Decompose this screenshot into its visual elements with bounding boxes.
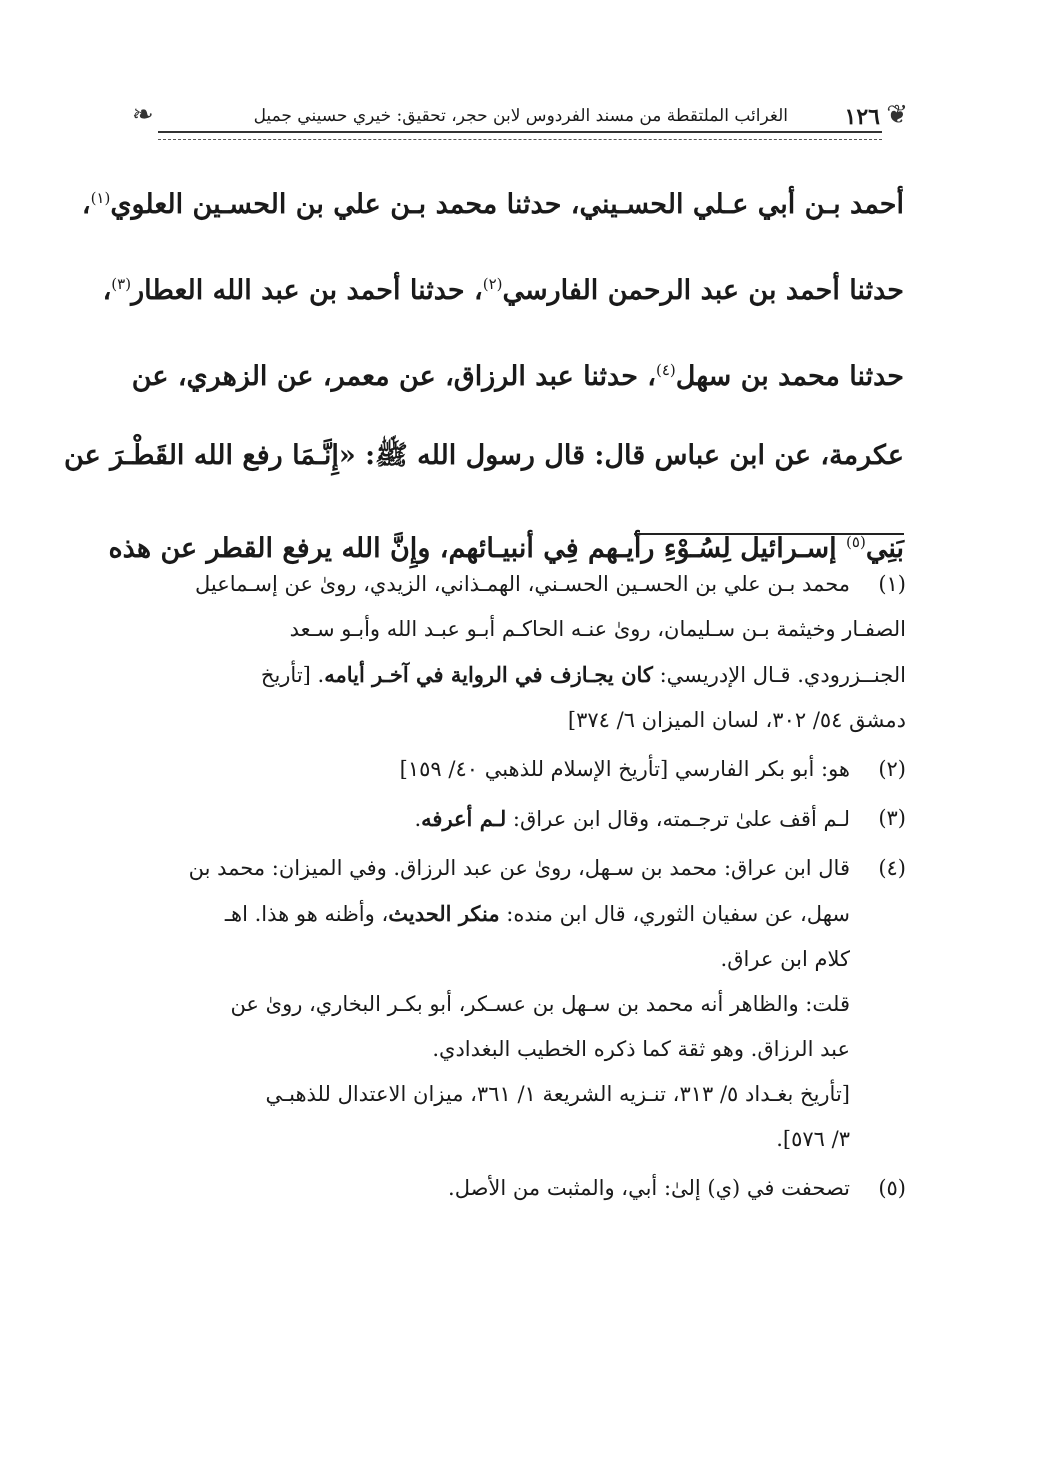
main-line: حدثنا محمد بن سهل$^{(٤)}$، حدثنا عبد الرزاق، عن معمر، عن الزهري، عن	[131, 361, 904, 392]
main-line: عكرمة، عن ابن عباس قال: قال رسول الله ﷺ: «إِنَّـمَا رفع الله القَطْـرَ عن	[64, 440, 904, 471]
footnote-line: ٣/ ٥٧٦].	[776, 1127, 850, 1151]
footnote-line: تصحفت في (ي) إلىٰ: أبي، والمثبت من الأصل.	[448, 1176, 850, 1200]
header-rule	[158, 131, 882, 140]
ornament-icon: ❦	[886, 100, 908, 130]
footnote-line: لـم أقف علىٰ ترجـمته، وقال ابن عراق: لـم أعرفه.	[414, 806, 850, 831]
footnote-line: قال ابن عراق: محمد بن سـهل، روىٰ عن عبد الرزاق. وفي الميزان: محمد بن	[188, 856, 850, 880]
footnote-line: محمد بـن علي بن الحسـين الحسـني، الهمـذاني، الزيدي، روىٰ عن إسـماعيل	[194, 572, 850, 596]
page-number: ١٢٦	[844, 104, 880, 130]
footnote-ref: (٥)	[846, 533, 866, 551]
footnote	[130, 562, 906, 743]
ornament-icon: ❧	[132, 100, 154, 130]
footnote-line: كلام ابن عراق.	[720, 947, 850, 971]
footnote-ref: (٢)	[482, 275, 503, 293]
footnote-divider	[634, 533, 904, 535]
footnote-ref: (٣)	[111, 275, 132, 293]
footnote-number: (٣)	[878, 806, 906, 830]
footnote	[130, 846, 906, 1162]
footnote-line: هو: أبو بكر الفارسي [تأريخ الإسلام للذهبي ٤٠/ ١٥٩]	[399, 757, 850, 781]
footnote-line: الصفـار وخيثمة بـن سـليمان، روىٰ عنـه الحاكـم أبـو عبـد الله وأبـو سـعد	[289, 617, 906, 641]
footnote	[130, 747, 906, 792]
footnote-number: (١)	[878, 572, 906, 596]
main-line: حدثنا أحمد بن عبد الرحمن الفارسي$^{(٢)}$، حدثنا أحمد بن عبد الله العطار$^{(٣)}$،	[102, 275, 904, 306]
main-text	[64, 155, 904, 585]
footnote	[130, 1166, 906, 1211]
footnote-line: عبد الرزاق. وهو ثقة كما ذكره الخطيب البغدادي.	[432, 1037, 850, 1061]
footnote-line: [تأريخ بغـداد ٥/ ٣١٣، تنـزيه الشريعة ١/ ٣٦١، ميزان الاعتدال للذهبـي	[265, 1082, 850, 1106]
footnote-number: (٥)	[878, 1176, 906, 1200]
footnote-line: دمشق ٥٤/ ٣٠٢، لسان الميزان ٦/ ٣٧٤]	[567, 708, 906, 732]
main-line: أحمد بـن أبي عـلي الحسـيني، حدثنا محمد بـن علي بن الحسـين العلوي$^{(١)}$،	[81, 189, 904, 220]
running-header	[132, 96, 908, 142]
footnote-line: قلت: والظاهر أنه محمد بن سـهل بن عسـكر، أبو بكـر البخاري، روىٰ عن	[230, 992, 850, 1016]
footnote-line: الجنــزرودي. قـال الإدريسي: كان يجـازف في الرواية في آخـر أيامه. [تأريخ	[260, 662, 906, 687]
footnote	[130, 796, 906, 842]
footnotes	[130, 562, 906, 1215]
footnote-number: (٤)	[878, 856, 906, 880]
running-title: الغرائب الملتقطة من مسند الفردوس لابن حجر، تحقيق: خيري حسيني جميل	[253, 106, 788, 126]
footnote-line: سهل، عن سفيان الثوري، قال ابن منده: منكر الحديث، وأظنه هو هذا. اهـ	[224, 901, 850, 926]
main-line: بَنِي$^{(٥)}$ إسـرائيل لِسُـوْءِ رأيـهم فِي أنبيـائهم، وإِنَّ الله يرفع القطر عن هذه	[108, 533, 904, 564]
footnote-ref: (١)	[90, 189, 111, 207]
footnote-number: (٢)	[878, 757, 906, 781]
footnote-ref: (٤)	[656, 361, 676, 379]
